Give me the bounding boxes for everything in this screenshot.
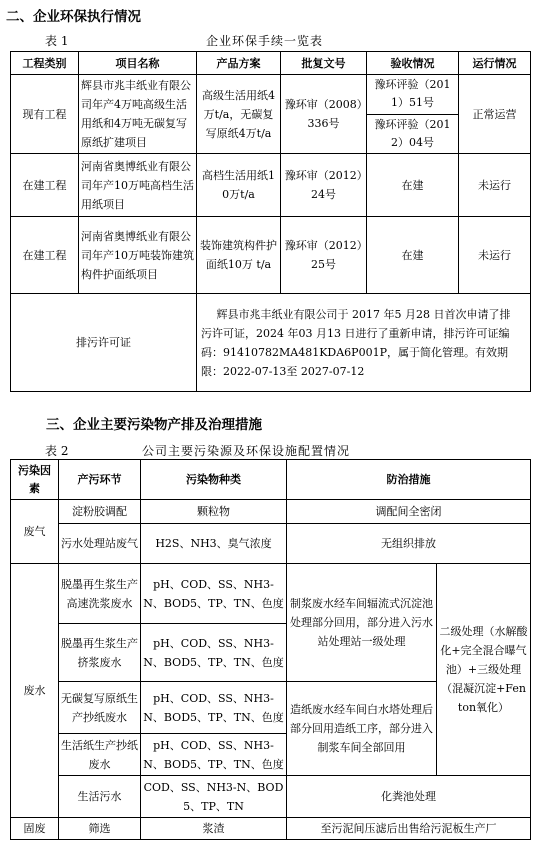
source-cell: 脱墨再生浆生产高速洗浆废水 [59,564,141,624]
pollutant-cell: pH、COD、SS、NH3-N、BOD5、TP、TN、色度 [141,624,287,682]
header-cell: 验收情况 [367,52,459,75]
measure-cell: 无组织排放 [287,524,531,564]
header-cell: 运行情况 [459,52,531,75]
factor-cell: 固废 [11,818,59,840]
project-name-cell: 辉县市兆丰纸业有限公司年产4万吨高级生活用纸和4万吨无碳复写原纸扩建项目 [79,75,197,154]
approval-cell: 豫环审（2012）24号 [281,154,367,217]
header-cell: 产污环节 [59,460,141,500]
table-row [11,154,531,217]
factor-cell: 废气 [11,500,59,564]
header-cell: 项目名称 [79,52,197,75]
table-row [11,217,531,294]
table-row [11,500,531,524]
table-row [11,75,531,115]
table1-title: 企业环保手续一览表 [206,34,324,48]
status-cell: 未运行 [459,217,531,294]
permit-row [11,294,531,392]
source-cell: 无碳复写原纸生产抄纸废水 [59,682,141,734]
project-name-cell: 河南省奥博纸业有限公司年产10万吨高档生活用纸项目 [79,154,197,217]
header-cell: 污染因素 [11,460,59,500]
category-cell: 现有工程 [11,75,79,154]
product-cell: 高级生活用纸4万t/a，无碳复写原纸4万t/a [197,75,281,154]
category-cell: 在建工程 [11,154,79,217]
section-title-pollutants: 三、企业主要污染物产排及治理措施 [46,417,262,433]
acceptance-cell: 豫环评验（2011）51号 [367,75,459,115]
pollutant-cell: COD、SS、NH3-N、BOD5、TP、TN [141,776,287,818]
approval-cell: 豫环审（2012）25号 [281,217,367,294]
permit-label-cell: 排污许可证 [11,294,197,392]
status-cell: 正常运营 [459,75,531,154]
section-title-env: 二、企业环保执行情况 [6,9,141,25]
permit-text-line1: 辉县市兆丰纸业有限公司于 2017 年5 月28 日首次申请了排 [216,307,511,321]
status-cell: 未运行 [459,154,531,217]
measure-cell-treatment: 二级处理（水解酸化+完全混合曝气池）+三级处理（混凝沉淀+Fenton氧化） [437,564,531,776]
pollutant-cell: pH、COD、SS、NH3-N、BOD5、TP、TN、色度 [141,682,287,734]
source-cell: 淀粉胶调配 [59,500,141,524]
permit-text-line2: 污许可证，2024 年03 月13 日进行了重新申请，排污许可证编码：91410782MA481KDA6P001P，属于简化管理。有效期限：2022-07-13至 2027-07-12 [201,326,510,378]
permit-text-cell [197,294,531,392]
measure-cell-papermaking: 造纸废水经车间白水塔处理后部分回用造纸工序，部分进入制浆车间全部回用 [287,682,437,776]
pollutant-cell: pH、COD、SS、NH3-N、BOD5、TP、TN、色度 [141,564,287,624]
measure-cell: 至污泥间压滤后出售给污泥板生产厂 [287,818,531,840]
source-cell: 脱墨再生浆生产挤浆废水 [59,624,141,682]
table-header-row [11,52,531,75]
table-row [11,564,531,624]
factor-cell: 废水 [11,564,59,818]
source-cell: 生活污水 [59,776,141,818]
category-cell: 在建工程 [11,217,79,294]
pollutant-cell: pH、COD、SS、NH3-N、BOD5、TP、TN、色度 [141,734,287,776]
source-cell: 筛选 [59,818,141,840]
approval-cell: 豫环审（2008）336号 [281,75,367,154]
table-header-row [11,460,531,500]
header-cell: 污染物种类 [141,460,287,500]
header-cell: 工程类别 [11,52,79,75]
measure-cell: 化粪池处理 [287,776,531,818]
source-cell: 污水处理站废气 [59,524,141,564]
measure-cell-pulping: 制浆废水经车间辐流式沉淀池处理部分回用，部分进入污水站处理站一级处理 [287,564,437,682]
header-cell: 防治措施 [287,460,531,500]
table-row [11,776,531,818]
pollutant-cell: 浆渣 [141,818,287,840]
table-row [11,524,531,564]
pollutant-cell: 颗粒物 [141,500,287,524]
source-cell: 生活纸生产抄纸废水 [59,734,141,776]
acceptance-cell: 在建 [367,154,459,217]
acceptance-cell: 豫环评验（2012）04号 [367,114,459,154]
table1-number: 表 1 [45,34,69,48]
header-cell: 产品方案 [197,52,281,75]
pollutant-cell: H2S、NH3、臭气浓度 [141,524,287,564]
header-cell: 批复文号 [281,52,367,75]
product-cell: 高档生活用纸10万t/a [197,154,281,217]
product-cell: 装饰建筑构件护面纸10万 t/a [197,217,281,294]
pollutant-sources-table [10,459,531,840]
env-procedures-table [10,51,531,392]
measure-cell: 调配间全密闭 [287,500,531,524]
table-row [11,818,531,840]
table2-number: 表 2 [45,444,69,458]
project-name-cell: 河南省奥博纸业有限公司年产10万吨装饰建筑构件护面纸项目 [79,217,197,294]
acceptance-cell: 在建 [367,217,459,294]
table2-title: 公司主要污染源及环保设施配置情况 [142,444,351,458]
